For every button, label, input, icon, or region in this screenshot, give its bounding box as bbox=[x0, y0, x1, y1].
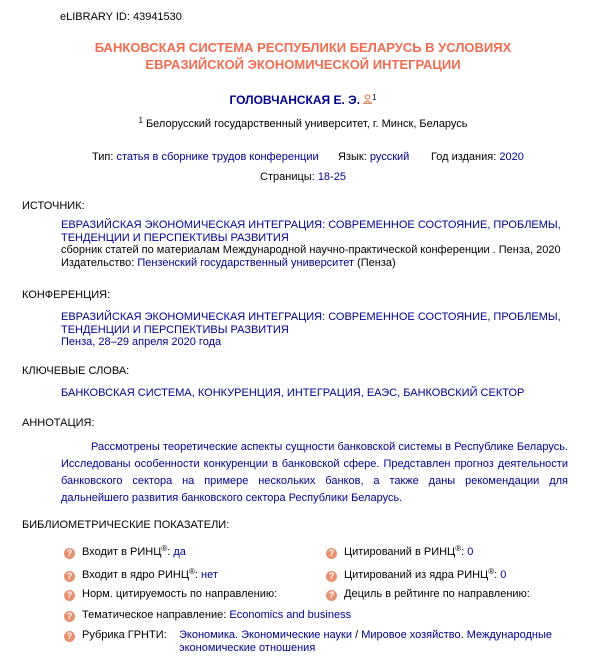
annotation-text bbox=[61, 439, 568, 507]
colon: : bbox=[461, 546, 465, 558]
keyword-link[interactable]: БАНКОВСКАЯ СИСТЕМА bbox=[61, 387, 192, 399]
author-affil-sup: 1 bbox=[372, 93, 377, 102]
bib-core-label: Входит в ядро РИНЦ bbox=[82, 569, 190, 581]
question-icon[interactable]: ? bbox=[64, 590, 75, 601]
bibliometrics-heading: БИБЛИОМЕТРИЧЕСКИЕ ПОКАЗАТЕЛИ: bbox=[22, 519, 230, 531]
colon: : bbox=[494, 569, 498, 581]
registered-mark: ® bbox=[455, 544, 462, 553]
bib-core bbox=[64, 569, 218, 582]
language-field bbox=[338, 151, 409, 163]
publisher-link[interactable]: Пензенский государственный университет bbox=[137, 256, 355, 269]
annotation-body: Рассмотрены теоретические аспекты сущности банковской системы в Республике Беларусь. Исследованы особенности конкуренции в банковской сфере. Представлен прогноз деятельности банковского сектора на примере нескольких банков, а также даны рекомендации для дальнейшего развития банковского сектора Республики Беларусь. bbox=[61, 441, 568, 504]
question-icon[interactable]: ? bbox=[326, 571, 337, 582]
grnti-separator: / bbox=[352, 629, 362, 641]
pages-field bbox=[0, 171, 606, 183]
language-label: Язык: bbox=[338, 151, 367, 163]
grnti-link-world-economy[interactable]: Мировое хозяйство. Международные bbox=[361, 629, 553, 641]
keywords-list bbox=[61, 387, 524, 399]
bib-rinc bbox=[64, 546, 186, 559]
keyword-link[interactable]: ЕАЭС bbox=[366, 387, 398, 399]
question-icon[interactable]: ? bbox=[64, 548, 75, 559]
bib-decile-label: Дециль в рейтинге по направлению: bbox=[344, 588, 530, 600]
keywords-heading: КЛЮЧЕВЫЕ СЛОВА: bbox=[22, 365, 130, 377]
year-value: 2020 bbox=[499, 151, 524, 163]
registered-mark: ® bbox=[488, 567, 495, 576]
person-icon[interactable] bbox=[363, 93, 372, 103]
source-title-line1[interactable]: ЕВРАЗИЙСКАЯ ЭКОНОМИЧЕСКАЯ ИНТЕГРАЦИЯ: СОВРЕМЕННОЕ СОСТОЯНИЕ, ПРОБЛЕМЫ, bbox=[61, 219, 561, 231]
keyword-link[interactable]: КОНКУРЕНЦИЯ bbox=[197, 387, 281, 399]
source-publisher bbox=[61, 257, 561, 270]
elibrary-id: eLIBRARY ID: 43941530 bbox=[60, 11, 182, 23]
bib-citations-core-label: Цитирований из ядра РИНЦ bbox=[344, 569, 489, 581]
bib-theme-value[interactable]: Economics and business bbox=[229, 609, 352, 621]
source-description: сборник статей по материалам Международной научно-практической конференции . Пенза, 2020 bbox=[61, 244, 561, 256]
colon: : bbox=[194, 569, 198, 581]
bib-grnti bbox=[64, 629, 167, 642]
bib-grnti-values bbox=[179, 629, 552, 654]
grnti-link-world-economy-cont[interactable]: экономические отношения bbox=[179, 641, 316, 654]
bib-core-value: нет bbox=[201, 569, 218, 581]
keyword-separator: , bbox=[191, 387, 198, 399]
conference-place-date: Пенза, 28–29 апреля 2020 года bbox=[61, 336, 222, 348]
grnti-link-economics[interactable]: Экономика. Экономические науки bbox=[179, 629, 353, 641]
bib-rinc-value: да bbox=[173, 546, 186, 558]
bib-citations-core bbox=[326, 569, 506, 582]
article-title-line1: БАНКОВСКАЯ СИСТЕМА РЕСПУБЛИКИ БЕЛАРУСЬ В УСЛОВИЯХ bbox=[94, 40, 512, 55]
bib-citations bbox=[326, 546, 473, 559]
bib-norm-label: Норм. цитируемость по направлению: bbox=[82, 588, 278, 600]
source-title[interactable] bbox=[61, 219, 561, 244]
type-label: Тип: bbox=[92, 151, 114, 163]
question-icon[interactable]: ? bbox=[64, 571, 75, 582]
source-heading: ИСТОЧНИК: bbox=[22, 200, 85, 212]
keyword-separator: , bbox=[397, 387, 404, 399]
bib-decile bbox=[326, 588, 530, 601]
affiliation-sup: 1 bbox=[138, 116, 143, 125]
language-value: русский bbox=[369, 151, 410, 163]
article-title-line2: ЕВРАЗИЙСКОЙ ЭКОНОМИЧЕСКОЙ ИНТЕГРАЦИИ bbox=[145, 57, 461, 72]
conference-heading: КОНФЕРЕНЦИЯ: bbox=[22, 289, 111, 301]
bib-citations-label: Цитирований в РИНЦ bbox=[344, 546, 456, 558]
publisher-label: Издательство: bbox=[61, 256, 135, 269]
affiliation bbox=[0, 118, 606, 130]
annotation-heading: АННОТАЦИЯ: bbox=[22, 417, 95, 429]
question-icon[interactable]: ? bbox=[326, 548, 337, 559]
question-icon[interactable]: ? bbox=[64, 631, 75, 642]
year-label: Год издания: bbox=[431, 151, 497, 163]
keyword-separator: , bbox=[360, 387, 367, 399]
registered-mark: ® bbox=[161, 544, 168, 553]
article-title bbox=[0, 39, 606, 73]
pages-label: Страницы: bbox=[260, 171, 315, 183]
type-value: статья в сборнике трудов конференции bbox=[116, 151, 319, 163]
bib-rinc-label: Входит в РИНЦ bbox=[82, 546, 162, 558]
author-name[interactable]: ГОЛОВЧАНСКАЯ Е. Э. bbox=[229, 93, 361, 107]
colon: : bbox=[167, 546, 171, 558]
keyword-link[interactable]: БАНКОВСКИЙ СЕКТОР bbox=[403, 387, 525, 399]
conference-title-line1[interactable]: ЕВРАЗИЙСКАЯ ЭКОНОМИЧЕСКАЯ ИНТЕГРАЦИЯ: СОВРЕМЕННОЕ СОСТОЯНИЕ, ПРОБЛЕМЫ, bbox=[61, 311, 561, 323]
bib-theme bbox=[64, 609, 351, 622]
question-icon[interactable]: ? bbox=[326, 590, 337, 601]
type-field bbox=[92, 151, 319, 163]
affiliation-text: Белорусский государственный университет, г. Минск, Беларусь bbox=[145, 118, 468, 130]
conference-block[interactable] bbox=[61, 311, 561, 349]
bib-citations-core-value: 0 bbox=[500, 569, 507, 581]
bib-citations-value: 0 bbox=[467, 546, 474, 558]
bib-theme-label: Тематическое направление: bbox=[82, 609, 227, 621]
bib-norm bbox=[64, 588, 277, 601]
keyword-link[interactable]: ИНТЕГРАЦИЯ bbox=[286, 387, 361, 399]
question-icon[interactable]: ? bbox=[64, 611, 75, 622]
keyword-separator: , bbox=[280, 387, 287, 399]
author-line bbox=[0, 93, 606, 107]
pages-value: 18-25 bbox=[317, 171, 346, 183]
source-block bbox=[61, 219, 561, 269]
year-field bbox=[431, 151, 524, 163]
source-title-line2[interactable]: ТЕНДЕНЦИИ И ПЕРСПЕКТИВЫ РАЗВИТИЯ bbox=[61, 231, 289, 244]
publisher-city: (Пенза) bbox=[357, 256, 396, 269]
bib-grnti-label: Рубрика ГРНТИ: bbox=[82, 629, 167, 641]
conference-title-line2[interactable]: ТЕНДЕНЦИИ И ПЕРСПЕКТИВЫ РАЗВИТИЯ bbox=[61, 323, 289, 336]
registered-mark: ® bbox=[189, 567, 195, 576]
